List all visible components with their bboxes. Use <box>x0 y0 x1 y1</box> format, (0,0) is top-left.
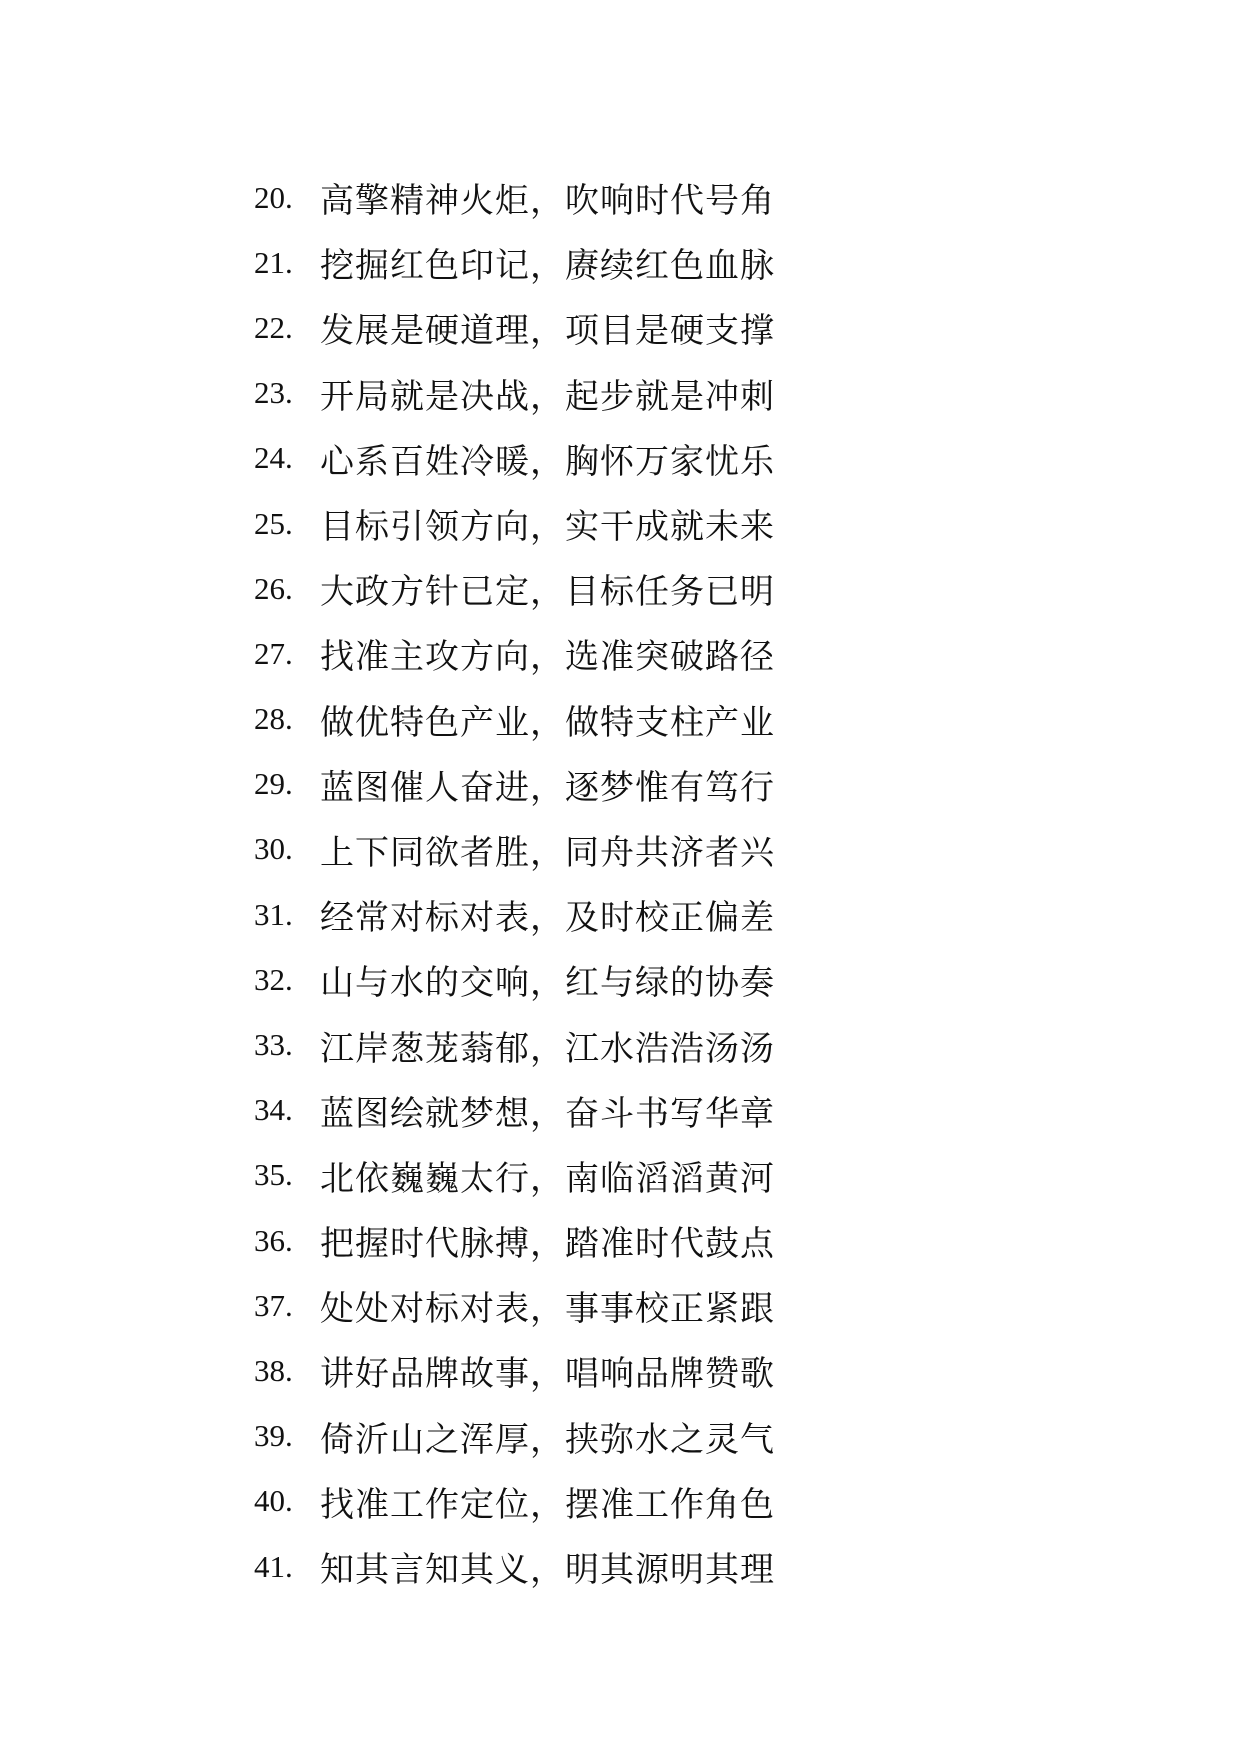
item-number: 41. <box>254 1548 293 1584</box>
item-number: 30. <box>254 831 293 867</box>
list-item <box>254 1012 775 1077</box>
item-text: 讲好品牌故事，唱响品牌赞歌 <box>320 1354 775 1395</box>
item-text: 知其言知其义，明其源明其理 <box>320 1550 775 1591</box>
item-text: 找准工作定位，摆准工作角色 <box>320 1484 775 1525</box>
item-number: 31. <box>254 896 293 932</box>
phrase-list <box>254 165 775 1599</box>
list-item <box>254 295 775 360</box>
item-text: 挖掘红色印记，赓续红色血脉 <box>320 246 775 287</box>
item-number: 26. <box>254 570 293 606</box>
item-text: 把握时代脉搏，踏准时代鼓点 <box>320 1224 775 1265</box>
list-item <box>254 426 775 491</box>
list-item <box>254 491 775 556</box>
list-item <box>254 1469 775 1534</box>
item-text: 山与水的交响，红与绿的协奏 <box>320 963 775 1004</box>
item-text: 经常对标对表，及时校正偏差 <box>320 898 775 939</box>
item-text: 做优特色产业，做特支柱产业 <box>320 702 775 743</box>
item-text: 蓝图催人奋进，逐梦惟有笃行 <box>320 767 775 808</box>
item-text: 上下同欲者胜，同舟共济者兴 <box>320 832 775 873</box>
item-text: 处处对标对表，事事校正紧跟 <box>320 1289 775 1330</box>
list-item <box>254 1273 775 1338</box>
item-number: 35. <box>254 1157 293 1193</box>
item-text: 江岸葱茏蓊郁，江水浩浩汤汤 <box>320 1028 775 1069</box>
list-item <box>254 1404 775 1469</box>
list-item <box>254 621 775 686</box>
list-item <box>254 230 775 295</box>
item-text: 心系百姓冷暖，胸怀万家忧乐 <box>320 441 775 482</box>
list-item <box>254 556 775 621</box>
item-number: 29. <box>254 766 293 802</box>
list-item <box>254 1143 775 1208</box>
item-number: 33. <box>254 1027 293 1063</box>
item-text: 高擎精神火炬，吹响时代号角 <box>320 181 775 222</box>
item-number: 32. <box>254 961 293 997</box>
item-text: 开局就是决战，起步就是冲刺 <box>320 376 775 417</box>
item-text: 北依巍巍太行，南临滔滔黄河 <box>320 1158 775 1199</box>
list-item <box>254 165 775 230</box>
list-item <box>254 1534 775 1599</box>
list-item <box>254 752 775 817</box>
item-number: 25. <box>254 505 293 541</box>
item-number: 40. <box>254 1483 293 1519</box>
item-text: 目标引领方向，实干成就未来 <box>320 507 775 548</box>
item-number: 23. <box>254 375 293 411</box>
item-number: 34. <box>254 1092 293 1128</box>
list-item <box>254 947 775 1012</box>
item-text: 倚沂山之浑厚，挟弥水之灵气 <box>320 1419 775 1460</box>
list-item <box>254 1208 775 1273</box>
list-item <box>254 882 775 947</box>
item-text: 大政方针已定，目标任务已明 <box>320 572 775 613</box>
item-number: 27. <box>254 635 293 671</box>
item-text: 发展是硬道理，项目是硬支撑 <box>320 311 775 352</box>
item-number: 22. <box>254 309 293 345</box>
list-item <box>254 361 775 426</box>
list-item <box>254 1338 775 1403</box>
item-number: 37. <box>254 1287 293 1323</box>
item-text: 找准主攻方向，选准突破路径 <box>320 637 775 678</box>
item-number: 21. <box>254 244 293 280</box>
item-text: 蓝图绘就梦想，奋斗书写华章 <box>320 1093 775 1134</box>
item-number: 38. <box>254 1352 293 1388</box>
item-number: 20. <box>254 179 293 215</box>
item-number: 28. <box>254 701 293 737</box>
item-number: 39. <box>254 1418 293 1454</box>
list-item <box>254 687 775 752</box>
list-item <box>254 1078 775 1143</box>
item-number: 24. <box>254 440 293 476</box>
item-number: 36. <box>254 1222 293 1258</box>
list-item <box>254 817 775 882</box>
